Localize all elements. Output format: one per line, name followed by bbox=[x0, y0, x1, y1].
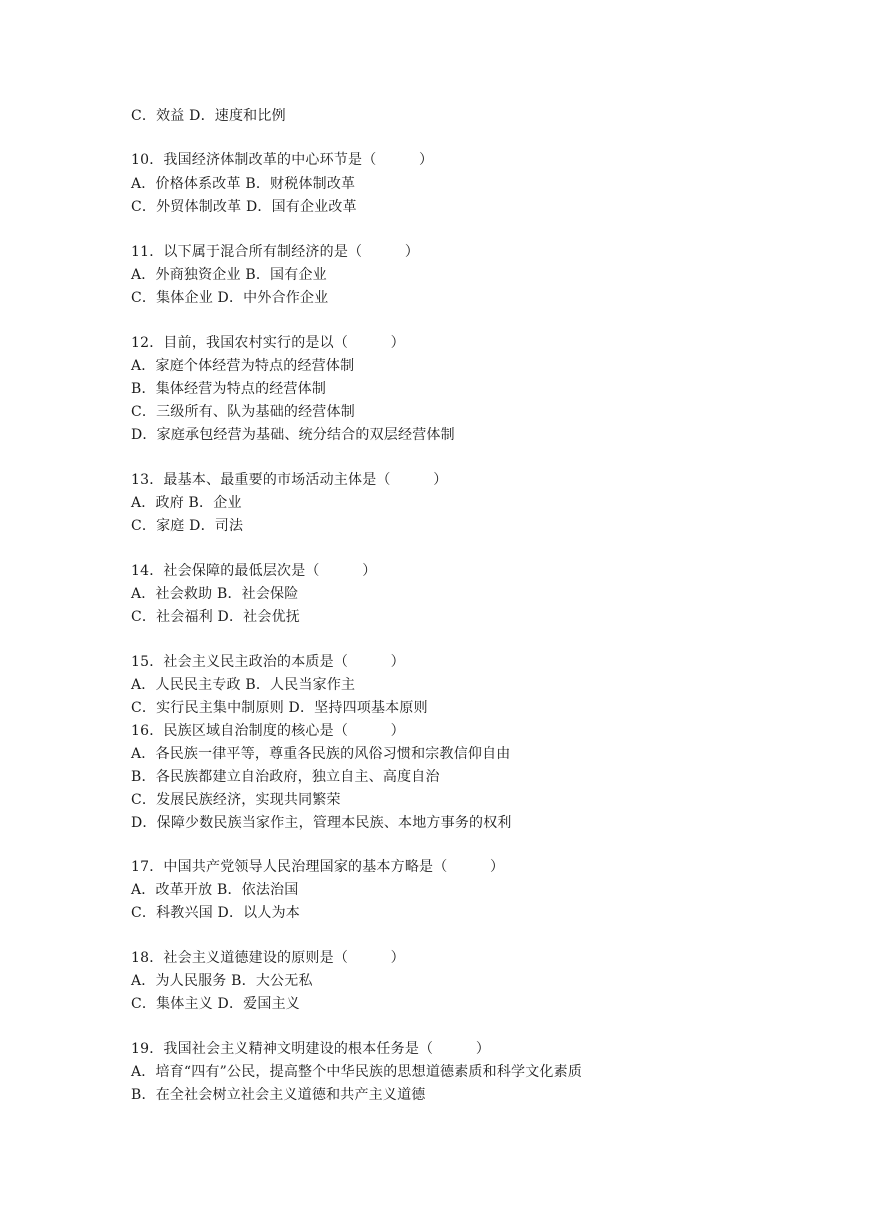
q13-option-line: C．家庭 D．司法 bbox=[131, 518, 244, 534]
q14-stem: 14．社会保障的最低层次是（ ） bbox=[131, 563, 377, 579]
q17-stem: 17．中国共产党领导人民治理国家的基本方略是（ ） bbox=[131, 859, 505, 875]
q18-option-line: C．集体主义 D．爱国主义 bbox=[131, 996, 300, 1012]
q11-option-line: C．集体企业 D．中外合作企业 bbox=[131, 290, 329, 306]
q13-stem: 13．最基本、最重要的市场活动主体是（ ） bbox=[131, 472, 448, 488]
q17-option-line: C．科教兴国 D．以人为本 bbox=[131, 905, 300, 921]
q9-option-line-cd: C．效益 D．速度和比例 bbox=[131, 108, 286, 124]
q14-option-line: A．社会救助 B．社会保险 bbox=[131, 586, 299, 602]
q12-option-a: A．家庭个体经营为特点的经营体制 bbox=[131, 358, 355, 374]
q17-option-line: A．改革开放 B．依法治国 bbox=[131, 882, 299, 898]
q19-option-a: A．培育“四有”公民，提高整个中华民族的思想道德素质和科学文化素质 bbox=[131, 1064, 583, 1080]
q10-option-line: C．外贸体制改革 D．国有企业改革 bbox=[131, 199, 357, 215]
q18-stem: 18．社会主义道德建设的原则是（ ） bbox=[131, 950, 405, 966]
q15-option-line: C．实行民主集中制原则 D．坚持四项基本原则 bbox=[131, 700, 428, 716]
q16-stem: 16．民族区域自治制度的核心是（ ） bbox=[131, 723, 405, 739]
q19-option-b: B．在全社会树立社会主义道德和共产主义道德 bbox=[131, 1087, 426, 1103]
q16-option-c: C．发展民族经济，实现共同繁荣 bbox=[131, 792, 341, 808]
q13-option-line: A．政府 B．企业 bbox=[131, 495, 242, 511]
q11-option-line: A．外商独资企业 B．国有企业 bbox=[131, 267, 327, 283]
q10-option-line: A．价格体系改革 B．财税体制改革 bbox=[131, 176, 356, 192]
q16-option-b: B．各民族都建立自治政府，独立自主、高度自治 bbox=[131, 769, 440, 785]
q11-stem: 11．以下属于混合所有制经济的是（ ） bbox=[131, 244, 420, 260]
q15-option-line: A．人民民主专政 B．人民当家作主 bbox=[131, 677, 356, 693]
q12-option-d: D．家庭承包经营为基础、统分结合的双层经营体制 bbox=[131, 427, 455, 443]
q12-option-c: C．三级所有、队为基础的经营体制 bbox=[131, 404, 355, 420]
q12-option-b: B．集体经营为特点的经营体制 bbox=[131, 381, 327, 397]
q16-option-d: D．保障少数民族当家作主，管理本民族、本地方事务的权利 bbox=[131, 815, 512, 831]
q14-option-line: C．社会福利 D．社会优抚 bbox=[131, 609, 300, 625]
q15-stem: 15．社会主义民主政治的本质是（ ） bbox=[131, 654, 405, 670]
q19-stem: 19．我国社会主义精神文明建设的根本任务是（ ） bbox=[131, 1041, 491, 1057]
q18-option-line: A．为人民服务 B．大公无私 bbox=[131, 973, 313, 989]
q10-stem: 10．我国经济体制改革的中心环节是（ ） bbox=[131, 152, 434, 168]
q16-option-a: A．各民族一律平等，尊重各民族的风俗习惯和宗教信仰自由 bbox=[131, 746, 511, 762]
q12-stem: 12．目前，我国农村实行的是以（ ） bbox=[131, 335, 405, 351]
